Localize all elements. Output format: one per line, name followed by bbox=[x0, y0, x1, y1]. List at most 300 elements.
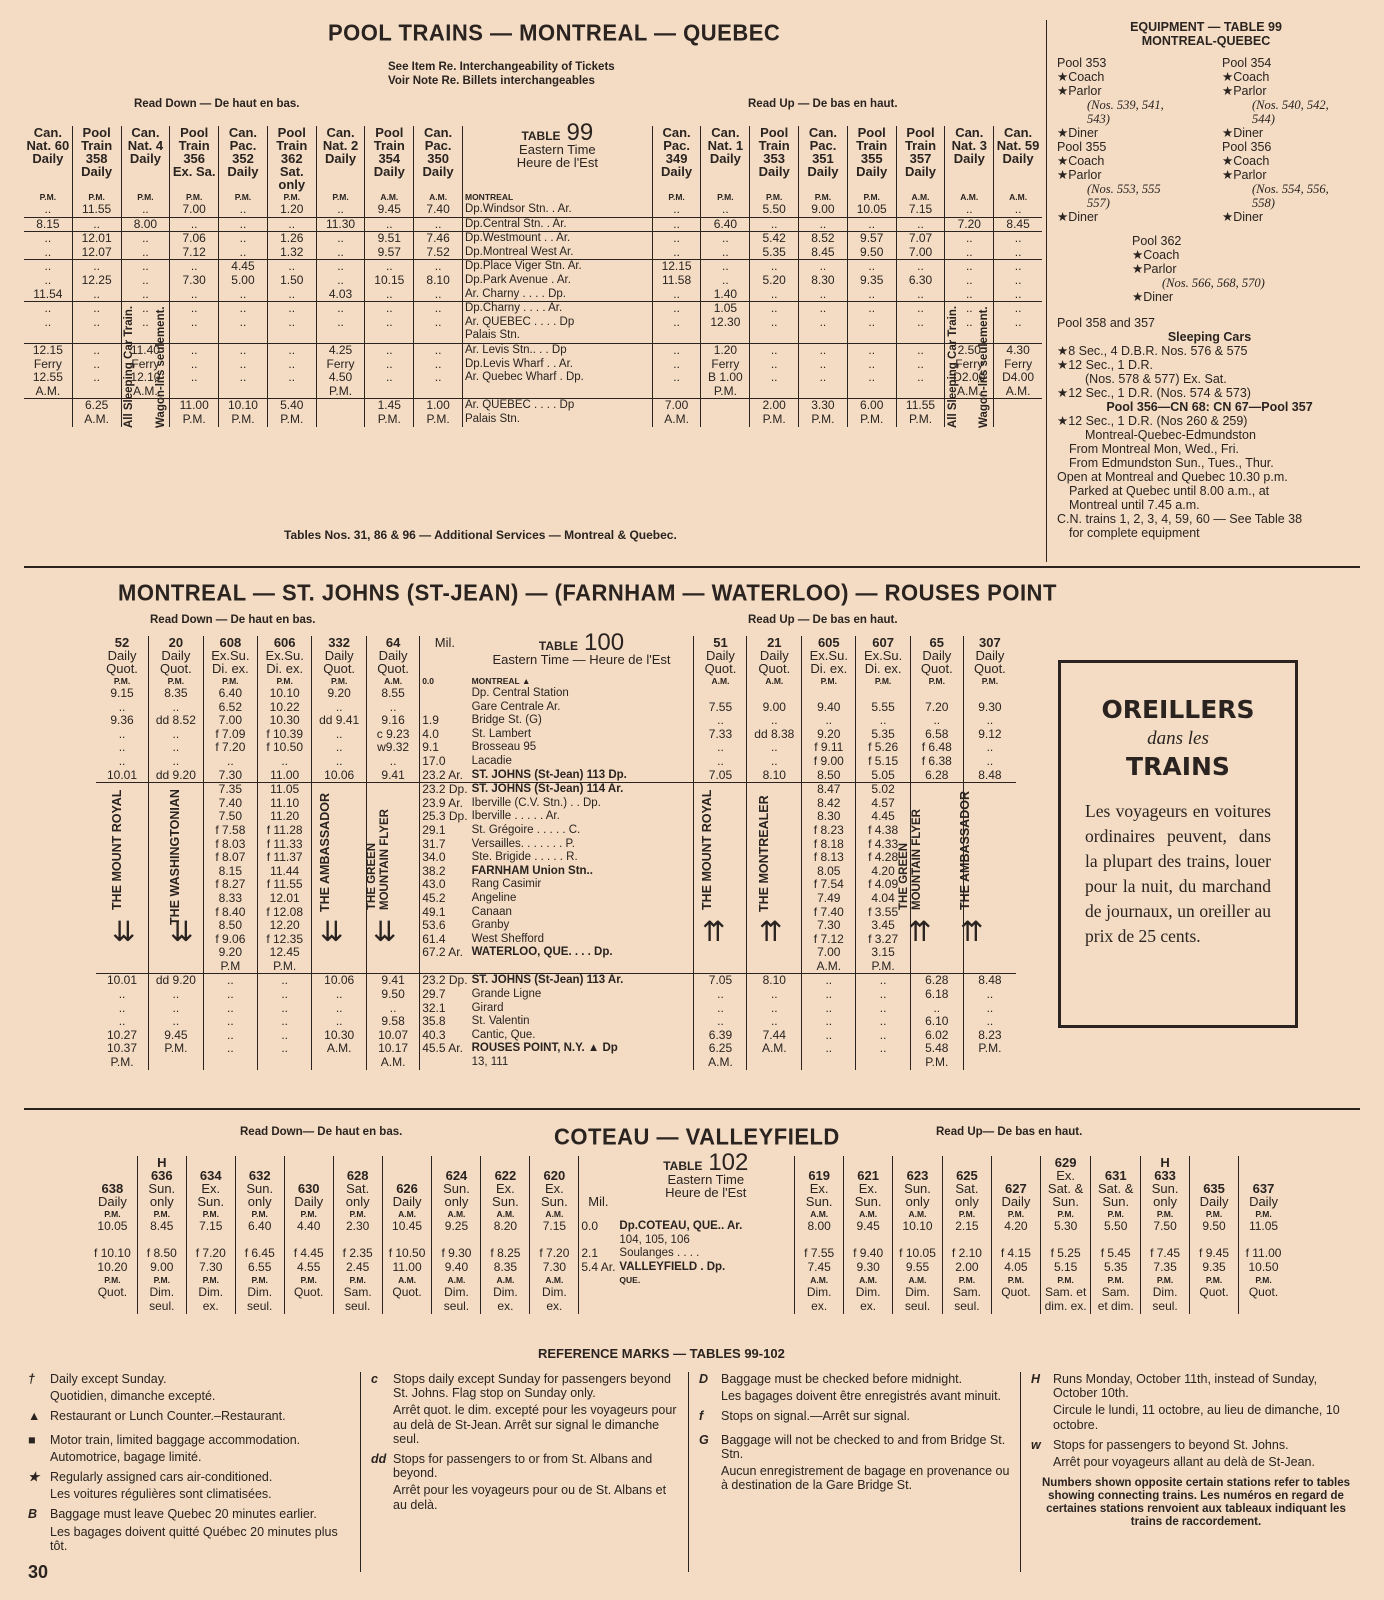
pool-cell: Ferry bbox=[316, 358, 365, 372]
equipment-line: ★8 Sec., 4 D.B.R. Nos. 576 & 575 bbox=[1057, 344, 1248, 358]
coteau-cell: P.M. bbox=[235, 1274, 284, 1286]
pool-cell: .. bbox=[24, 232, 72, 246]
rouses-cell: 7.20 bbox=[910, 701, 963, 715]
coteau-cell bbox=[235, 1234, 284, 1248]
pool-cell: .. bbox=[24, 260, 72, 274]
pool-cell: 6.40 bbox=[701, 217, 750, 232]
rouses-col-header-line: Daily bbox=[759, 648, 789, 663]
rouses-cell: .. bbox=[96, 755, 149, 769]
rouses-cell: 10.06 bbox=[312, 974, 367, 988]
pool-cell: .. bbox=[365, 288, 414, 302]
pool-cell: .. bbox=[121, 260, 170, 274]
references-col-3 bbox=[688, 1372, 1011, 1572]
reference-item bbox=[699, 1409, 1011, 1426]
pool-cell: .. bbox=[170, 371, 219, 385]
coteau-cell: ex. bbox=[186, 1300, 235, 1314]
pool-cell: .. bbox=[267, 217, 316, 232]
pool-cell: .. bbox=[1014, 286, 1022, 301]
pool-col-header: Can. Nat. 2 Daily bbox=[316, 126, 365, 191]
coteau-table-label: TABLE bbox=[663, 1159, 703, 1173]
equipment-line: From Edmundston Sun., Tues., Thur. bbox=[1069, 456, 1274, 470]
pool-sleeping-note-down: All Sleeping Car Train. bbox=[123, 305, 135, 428]
equipment-line: Montreal-Quebec-Edmundston bbox=[1085, 428, 1256, 442]
reference-item bbox=[28, 1433, 340, 1464]
rouses-cell: 11.00 bbox=[258, 769, 312, 783]
coteau-cell: 2.30 bbox=[333, 1220, 382, 1234]
pool-title: POOL TRAINS — MONTREAL — QUEBEC bbox=[328, 19, 781, 46]
pool-cell: .. bbox=[170, 343, 219, 357]
coteau-cell: 9.40 bbox=[432, 1261, 481, 1275]
rouses-cell: .. bbox=[747, 1002, 802, 1016]
rouses-cell: 7.30 bbox=[203, 769, 257, 783]
pool-cell: .. bbox=[799, 343, 848, 357]
rouses-cell: 5.35 bbox=[856, 728, 910, 742]
pool-cell: .. bbox=[799, 358, 848, 372]
pool-cell: A.M. bbox=[1005, 383, 1031, 398]
equipment-line: 543) bbox=[1087, 112, 1110, 126]
pool-station: Palais Stn. bbox=[462, 413, 652, 427]
rouses-col-header-line: Ex.Su. bbox=[809, 648, 848, 663]
pool-cell: .. bbox=[414, 371, 463, 385]
rouses-cell: f 7.09 bbox=[203, 728, 257, 742]
pool-cell: .. bbox=[896, 217, 945, 232]
coteau-cell bbox=[1239, 1234, 1288, 1248]
rouses-cell: f 8.03 bbox=[203, 838, 257, 852]
rouses-cell: .. bbox=[366, 1002, 419, 1016]
pool-col-header: Pool Train 357 Daily bbox=[896, 126, 945, 191]
pool-cell bbox=[24, 329, 72, 343]
pool-cell: P.M. bbox=[316, 385, 365, 399]
pool-cell: .. bbox=[414, 217, 463, 232]
pool-cell: .. bbox=[652, 232, 701, 246]
pool-cell: 1.20 bbox=[701, 343, 750, 357]
rouses-col-header-line: 21 bbox=[767, 635, 782, 650]
rouses-cell bbox=[802, 687, 856, 701]
rouses-cell: .. bbox=[312, 1015, 367, 1029]
equipment-line: (Nos. 554, 556, bbox=[1252, 182, 1329, 196]
pool-cell: .. bbox=[847, 260, 896, 274]
rouses-title: MONTREAL — ST. JOHNS (ST-JEAN) — (FARNHAM — WATERLOO) — ROUSES POINT bbox=[118, 579, 1057, 606]
coteau-cell: seul. bbox=[942, 1300, 991, 1314]
pool-cell: 2.00 bbox=[750, 399, 799, 413]
rouses-col-header-line: 607 bbox=[872, 635, 894, 650]
rouses-cell bbox=[96, 946, 149, 960]
coteau-cell: P.M. bbox=[1091, 1274, 1141, 1286]
pool-col-header: Can. Pac. 350 Daily bbox=[414, 126, 463, 191]
pool-cell: B 1.00 bbox=[701, 371, 750, 385]
pool-cell bbox=[994, 413, 1042, 427]
coteau-col-header bbox=[333, 1156, 382, 1208]
rouses-cell: .. bbox=[802, 974, 856, 988]
rouses-cell: .. bbox=[258, 755, 312, 769]
rouses-cell: w9.32 bbox=[366, 741, 419, 755]
pool-cell: .. bbox=[847, 371, 896, 385]
pool-cell: P.M. bbox=[750, 413, 799, 427]
pool-cell: 12.55 bbox=[24, 371, 72, 385]
rouses-cell: 10.22 bbox=[258, 701, 312, 715]
rouses-cell: .. bbox=[802, 988, 856, 1002]
rouses-cell bbox=[149, 946, 204, 960]
rouses-cell: P.M. bbox=[981, 676, 999, 686]
reference-text: Restaurant or Lunch Counter.–Restaurant. bbox=[50, 1409, 286, 1424]
pool-cell: .. bbox=[652, 371, 701, 385]
rouses-cell: 8.48 bbox=[978, 767, 1002, 782]
rouses-col-header-line: Quot. bbox=[323, 661, 356, 676]
pool-cell: .. bbox=[219, 232, 268, 246]
rouses-cell: 7.05 bbox=[694, 974, 747, 988]
rouses-station: WATERLOO, QUE. . . . Dp. bbox=[470, 946, 694, 960]
pool-cell: .. bbox=[896, 302, 945, 316]
coteau-cell: f 8.50 bbox=[137, 1247, 186, 1261]
pool-cell: 7.00 bbox=[170, 203, 219, 217]
coteau-cell: 10.45 bbox=[382, 1220, 432, 1234]
rouses-col-header-line: 332 bbox=[328, 635, 350, 650]
pool-station: Ar. Charny . . . . Dp. bbox=[462, 288, 652, 302]
rouses-cell bbox=[747, 783, 802, 797]
coteau-cell: A.M. bbox=[530, 1208, 579, 1220]
oreillers-notice bbox=[1058, 660, 1298, 1028]
coteau-cell: ex. bbox=[844, 1300, 893, 1314]
pool-cell: 7.40 bbox=[414, 203, 463, 217]
coteau-cell: 11.05 bbox=[1248, 1219, 1279, 1233]
pool-cell: .. bbox=[267, 343, 316, 357]
rouses-cell: .. bbox=[96, 1015, 149, 1029]
coteau-cell: 10.10 bbox=[893, 1220, 943, 1234]
coteau-cell: 5.30 bbox=[1040, 1220, 1090, 1234]
rouses-cell bbox=[694, 687, 747, 701]
pool-cell: 11.55 bbox=[896, 399, 945, 413]
rouses-cell: 8.10 bbox=[747, 769, 802, 783]
coteau-col-header-line: Sat. only bbox=[954, 1181, 979, 1209]
pool-cell: .. bbox=[847, 316, 896, 330]
reference-item bbox=[28, 1372, 340, 1403]
pool-cell: P.M. bbox=[365, 413, 414, 427]
pool-cell bbox=[24, 399, 72, 413]
rouses-col-header bbox=[312, 636, 367, 675]
pool-cell: .. bbox=[72, 358, 121, 372]
coteau-col-header bbox=[432, 1156, 481, 1208]
pool-cell: 7.12 bbox=[170, 246, 219, 260]
arrow-down-icon: ⇊ bbox=[320, 916, 344, 947]
coteau-cell bbox=[88, 1300, 137, 1314]
pool-cell: 11.30 bbox=[316, 217, 365, 232]
pool-cell: .. bbox=[267, 316, 316, 330]
rouses-cell: .. bbox=[203, 1042, 257, 1056]
equipment-panel bbox=[1046, 20, 1365, 562]
pool-cell: .. bbox=[316, 316, 365, 330]
pool-note-1: See Item Re. Interchangeability of Tickets bbox=[388, 61, 615, 73]
rouses-cell: f 12.08 bbox=[258, 906, 312, 920]
rouses-cell: 7.33 bbox=[694, 728, 747, 742]
rouses-cell: 6.25 bbox=[694, 1042, 747, 1056]
rouses-cell: f 4.38 bbox=[856, 824, 910, 838]
rouses-station: ROUSES POINT, N.Y. ▲ Dp bbox=[470, 1042, 694, 1056]
pool-cell: .. bbox=[896, 260, 945, 274]
rouses-col-header bbox=[747, 636, 802, 675]
rouses-cell bbox=[747, 824, 802, 838]
coteau-cell: et dim. bbox=[1091, 1300, 1141, 1314]
pool-station: Dp.Central Stn. . Ar. bbox=[462, 217, 652, 232]
rouses-cell: A.M. bbox=[366, 675, 419, 687]
coteau-cell: P.M. bbox=[991, 1274, 1040, 1286]
rouses-cell: .. bbox=[856, 974, 910, 988]
rouses-cell: 6.18 bbox=[910, 988, 963, 1002]
rouses-col-header-line: Di. ex. bbox=[266, 661, 304, 676]
rouses-cell: A.M. bbox=[747, 1042, 802, 1056]
reference-body bbox=[50, 1507, 340, 1553]
coteau-cell: Quot. bbox=[382, 1286, 432, 1300]
coteau-cell: seul. bbox=[1141, 1300, 1190, 1314]
pool-cell: .. bbox=[24, 203, 72, 217]
rouses-station: Cantic, Que. bbox=[470, 1029, 694, 1043]
rouses-cell bbox=[910, 783, 963, 797]
rouses-cell: P.M. bbox=[312, 675, 367, 687]
reference-item bbox=[699, 1433, 1011, 1493]
rouses-cell: f 10.50 bbox=[258, 741, 312, 755]
coteau-mileage: 5.4 Ar. bbox=[581, 1259, 616, 1274]
coteau-cell: f 10.50 bbox=[382, 1247, 432, 1261]
coteau-col-header bbox=[1141, 1156, 1190, 1208]
rouses-cell: 10.01 bbox=[96, 769, 149, 783]
rouses-cell bbox=[149, 960, 204, 974]
equipment-line: 557) bbox=[1087, 196, 1110, 210]
rouses-cell: .. bbox=[986, 1014, 994, 1029]
pool-cell: .. bbox=[121, 232, 170, 246]
page-number: 30 bbox=[28, 1562, 49, 1582]
rouses-cell: 9.41 bbox=[366, 769, 419, 783]
coteau-cell bbox=[88, 1234, 137, 1248]
pool-cell: .. bbox=[316, 246, 365, 260]
reference-mark: G bbox=[699, 1432, 709, 1447]
reference-mark: c bbox=[371, 1372, 378, 1386]
pool-cell: .. bbox=[847, 358, 896, 372]
pool-cell: .. bbox=[365, 302, 414, 316]
equipment-line: From Montreal Mon, Wed., Fri. bbox=[1069, 442, 1239, 456]
rouses-cell: 8.42 bbox=[802, 797, 856, 811]
rouses-cell: 8.50 bbox=[802, 769, 856, 783]
coteau-mileage bbox=[579, 1234, 618, 1248]
rouses-col-header-line: Di. ex. bbox=[864, 661, 902, 676]
pool-cell: 12.30 bbox=[701, 316, 750, 330]
coteau-col-header bbox=[844, 1156, 893, 1208]
coteau-col-header-line: Daily bbox=[1001, 1194, 1031, 1209]
rouses-cell: dd 8.52 bbox=[149, 714, 204, 728]
reference-item bbox=[28, 1409, 340, 1426]
equipment-line: 544) bbox=[1252, 112, 1275, 126]
pool-read-up: Read Up — De bas en haut. bbox=[748, 98, 898, 110]
equipment-title-2: MONTREAL-QUEBEC bbox=[1141, 34, 1271, 48]
rouses-read-up: Read Up — De bas en haut. bbox=[748, 614, 898, 626]
pool-cell: P.M. bbox=[121, 191, 170, 203]
rouses-cell: .. bbox=[312, 1002, 367, 1016]
pool-cell: P.M. bbox=[652, 191, 701, 203]
coteau-cell: seul. bbox=[432, 1300, 481, 1314]
coteau-cell: f 7.55 bbox=[795, 1247, 844, 1261]
pool-col-header: Can. Nat. 1 Daily bbox=[701, 126, 750, 191]
coteau-cell: 9.45 bbox=[844, 1220, 893, 1234]
coteau-mileage: 0.0 bbox=[581, 1219, 599, 1233]
rouses-cell: 9.00 bbox=[747, 701, 802, 715]
rouses-cell: .. bbox=[203, 988, 257, 1002]
arrow-down-icon: ⇊ bbox=[112, 916, 136, 947]
pool-cell: .. bbox=[365, 371, 414, 385]
pool-timetable bbox=[24, 119, 1042, 427]
rouses-cell: 10.30 bbox=[312, 1029, 367, 1043]
rouses-table-header bbox=[470, 629, 694, 675]
rouses-cell: .. bbox=[802, 714, 856, 728]
rouses-col-header-line: Di. ex. bbox=[211, 661, 249, 676]
pool-cell: .. bbox=[170, 288, 219, 302]
rouses-cell: 10.01 bbox=[96, 974, 149, 988]
pool-station bbox=[462, 385, 652, 399]
coteau-col-header-line: 629 bbox=[1054, 1155, 1077, 1170]
coteau-col-header-line: 621 bbox=[857, 1168, 879, 1183]
pool-cell: D2.00 bbox=[945, 371, 994, 385]
pool-cell: 5.50 bbox=[750, 203, 799, 217]
rouses-cell: .. bbox=[312, 741, 367, 755]
coteau-cell: 4.05 bbox=[991, 1261, 1040, 1275]
pool-cell: .. bbox=[414, 288, 463, 302]
rouses-up-name-3: THE GREEN MOUNTAIN FLYER bbox=[898, 809, 923, 910]
rouses-cell: P.M. bbox=[910, 1056, 963, 1070]
pool-cell: .. bbox=[219, 343, 268, 357]
reference-item bbox=[371, 1452, 681, 1512]
rouses-cell bbox=[963, 1056, 1016, 1070]
pool-station: Dp.Levis Wharf . . Ar. bbox=[462, 358, 652, 372]
pool-cell: .. bbox=[701, 232, 750, 246]
coteau-cell: A.M. bbox=[795, 1208, 844, 1220]
pool-cell: 11.00 bbox=[170, 399, 219, 413]
rouses-cell: f 9.11 bbox=[802, 741, 856, 755]
coteau-tz-2: Heure de l'Est bbox=[665, 1185, 747, 1200]
rouses-cell: f 8.13 bbox=[802, 851, 856, 865]
reference-text-fr: Arrêt pour voyageurs allant au delà de St-Jean. bbox=[1053, 1455, 1315, 1470]
rouses-cell: dd 9.41 bbox=[312, 714, 367, 728]
coteau-cell: 6.40 bbox=[235, 1220, 284, 1234]
pool-cell: 1.32 bbox=[267, 246, 316, 260]
pool-cell: .. bbox=[847, 302, 896, 316]
pool-cell: .. bbox=[170, 358, 219, 372]
rouses-cell: A.M. bbox=[747, 675, 802, 687]
coteau-table-number: 102 bbox=[708, 1149, 749, 1176]
coteau-col-header-line: 620 bbox=[543, 1168, 566, 1183]
rouses-cell: .. bbox=[910, 714, 963, 728]
coteau-col-header-line: 624 bbox=[445, 1168, 468, 1183]
reference-text: Stops daily except Sunday for passengers beyond St. Johns. Flag stop on Sunday only. bbox=[393, 1372, 671, 1401]
coteau-cell: P.M. bbox=[1190, 1208, 1239, 1220]
reference-mark: D bbox=[699, 1372, 709, 1386]
rouses-cell: 6.28 bbox=[910, 769, 963, 783]
coteau-cell: Dim. bbox=[795, 1286, 844, 1300]
reference-mark: ▲ bbox=[28, 1409, 41, 1424]
pool-cell: 5.20 bbox=[750, 274, 799, 288]
pool-cell: .. bbox=[652, 343, 701, 357]
pool-cell: P.M. bbox=[219, 191, 268, 203]
pool-col-header: Pool Train 354 Daily bbox=[365, 126, 414, 191]
coteau-cell: 8.20 bbox=[481, 1220, 530, 1234]
pool-cell bbox=[72, 329, 121, 343]
pool-cell: Ferry bbox=[945, 358, 994, 372]
pool-cell: 5.42 bbox=[750, 232, 799, 246]
rouses-cell bbox=[747, 1056, 802, 1070]
rouses-cell: f 8.40 bbox=[203, 906, 257, 920]
equipment-line: ★Diner bbox=[1057, 210, 1099, 224]
reference-body bbox=[1053, 1438, 1315, 1469]
pool-cell: .. bbox=[414, 260, 463, 274]
pool-cell: .. bbox=[72, 217, 121, 232]
pool-cell bbox=[170, 385, 219, 399]
reference-text-fr: Les bagages doivent être enregistrés avant minuit. bbox=[721, 1389, 1002, 1404]
pool-tz-2: Heure de l'Est bbox=[516, 155, 598, 170]
rouses-cell: A.M. bbox=[694, 675, 747, 687]
equipment-line: (Nos. 566, 568, 570) bbox=[1162, 276, 1265, 290]
pool-cell bbox=[994, 329, 1042, 343]
rouses-cell: 5.05 bbox=[856, 769, 910, 783]
coteau-cell: P.M. bbox=[942, 1274, 991, 1286]
rouses-cell: P.M. bbox=[203, 675, 257, 687]
pool-cell: .. bbox=[847, 288, 896, 302]
rouses-cell bbox=[312, 960, 367, 974]
coteau-col-header bbox=[284, 1156, 333, 1208]
pool-cell: .. bbox=[267, 288, 316, 302]
rouses-cell: .. bbox=[694, 755, 747, 769]
rouses-mileage bbox=[420, 687, 470, 701]
rouses-cell bbox=[910, 946, 963, 960]
rouses-station bbox=[470, 960, 694, 974]
rouses-cell: 7.49 bbox=[802, 892, 856, 906]
pool-cell: .. bbox=[847, 217, 896, 232]
pool-cell: .. bbox=[121, 246, 170, 260]
rouses-cell: .. bbox=[366, 701, 419, 715]
rouses-table-label: TABLE bbox=[538, 639, 579, 653]
rouses-cell bbox=[747, 838, 802, 852]
coteau-col-header-line: Sun. only bbox=[904, 1181, 931, 1209]
rouses-cell: f 7.20 bbox=[203, 741, 257, 755]
pool-cell: .. bbox=[365, 260, 414, 274]
rouses-cell: 5.02 bbox=[856, 783, 910, 797]
coteau-cell: dim. ex. bbox=[1040, 1300, 1090, 1314]
pool-cell: 7.30 bbox=[170, 274, 219, 288]
rouses-cell: .. bbox=[694, 1015, 747, 1029]
pool-station: Dp.Windsor Stn. . Ar. bbox=[462, 203, 652, 217]
reference-text-fr: Les bagages doivent quitté Québec 20 minutes plus tôt. bbox=[50, 1524, 338, 1553]
rouses-cell: 8.55 bbox=[366, 687, 419, 701]
rouses-cell: .. bbox=[149, 988, 204, 1002]
rouses-cell bbox=[747, 892, 802, 906]
rouses-mileage: 25.3 Dp. bbox=[422, 809, 468, 824]
equipment-center-block bbox=[1132, 234, 1352, 304]
equipment-line: Parked at Quebec until 8.00 a.m., at bbox=[1069, 484, 1270, 498]
rouses-cell: 7.35 bbox=[203, 783, 257, 797]
pool-cell: 12.01 bbox=[72, 232, 121, 246]
pool-cell: 1.40 bbox=[701, 288, 750, 302]
arrow-down-icon: ⇊ bbox=[170, 916, 194, 947]
divider-2 bbox=[24, 1108, 1360, 1110]
rouses-mileage: 23.2 Ar. bbox=[422, 767, 463, 782]
coteau-cell: P.M. bbox=[88, 1208, 137, 1220]
pool-cell: .. bbox=[267, 358, 316, 372]
equipment-line: Open at Montreal and Quebec 10.30 p.m. bbox=[1057, 470, 1288, 484]
rouses-station: St. Grégoire . . . . . C. bbox=[470, 824, 694, 838]
coteau-title: COTEAU — VALLEYFIELD bbox=[554, 1123, 840, 1150]
pool-cell: .. bbox=[219, 246, 268, 260]
rouses-cell: P.M. bbox=[802, 675, 856, 687]
rouses-cell: .. bbox=[258, 1015, 312, 1029]
coteau-cell: 9.50 bbox=[1190, 1220, 1239, 1234]
coteau-cell: 8.00 bbox=[795, 1220, 844, 1234]
pool-cell: 8.45 bbox=[799, 246, 848, 260]
rouses-cell: 9.12 bbox=[978, 726, 1002, 741]
